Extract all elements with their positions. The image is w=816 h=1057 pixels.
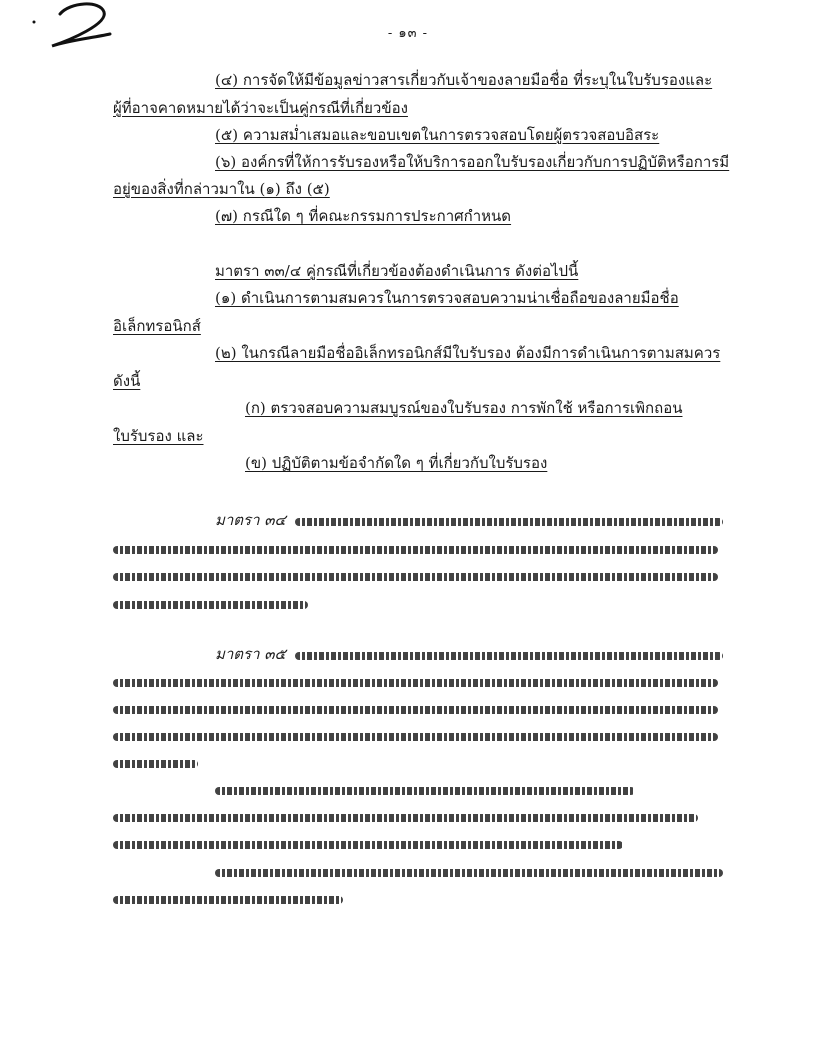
illegible-text-line	[113, 733, 718, 741]
clause-6-line-1: (๖) องค์กรที่ให้การรับรองหรือให้บริการออกใบรับรองเกี่ยวกับการปฏิบัติหรือการมี	[215, 153, 730, 171]
illegible-text-line	[215, 787, 635, 795]
section-33-4-item-2-line-1: (๒) ในกรณีลายมือชื่ออิเล็กทรอนิกส์มีใบรับรอง ต้องมีการดำเนินการตามสมควร	[215, 344, 721, 362]
section-33-4-heading: มาตรา ๓๓/๔ คู่กรณีที่เกี่ยวข้องต้องดำเนินการ ดังต่อไปนี้	[215, 262, 579, 280]
illegible-text-line	[113, 679, 718, 687]
illegible-text-line	[295, 518, 723, 526]
illegible-text-line	[215, 869, 723, 877]
sub-item-kho: (ข) ปฏิบัติตามข้อจำกัดใด ๆ ที่เกี่ยวกับใบรับรอง	[245, 454, 548, 472]
illegible-text-line	[113, 896, 343, 904]
section-34-heading: มาตรา ๓๔	[215, 511, 286, 529]
illegible-text-line	[113, 760, 198, 768]
handwritten-number-2	[30, 0, 115, 50]
clause-5: (๕) ความสม่ำเสมอและขอบเขตในการตรวจสอบโดยผู้ตรวจสอบอิสระ	[215, 126, 660, 144]
sub-item-ko-line-1: (ก) ตรวจสอบความสมบูรณ์ของใบรับรอง การพักใช้ หรือการเพิกถอน	[245, 399, 683, 417]
section-33-4-item-2-line-2: ดังนี้	[113, 372, 141, 390]
illegible-text-line	[113, 706, 718, 714]
illegible-text-line	[113, 546, 718, 554]
clause-4-line-2: ผู้ที่อาจคาดหมายได้ว่าจะเป็นคู่กรณีที่เกี่ยวข้อง	[113, 99, 408, 117]
illegible-text-line	[113, 814, 698, 822]
clause-7: (๗) กรณีใด ๆ ที่คณะกรรมการประกาศกำหนด	[215, 207, 512, 225]
section-33-4-item-1-line-1: (๑) ดำเนินการตามสมควรในการตรวจสอบความน่าเชื่อถือของลายมือชื่อ	[215, 289, 679, 307]
clause-6-line-2: อยู่ของสิ่งที่กล่าวมาใน (๑) ถึง (๕)	[113, 180, 330, 198]
page-number: - ๑๓ -	[387, 26, 429, 41]
illegible-text-line	[113, 601, 308, 609]
section-35-heading: มาตรา ๓๕	[215, 645, 286, 663]
illegible-text-line	[113, 841, 623, 849]
sub-item-ko-line-2: ใบรับรอง และ	[113, 427, 204, 445]
illegible-text-line	[113, 573, 718, 581]
illegible-text-line	[295, 652, 723, 660]
section-33-4-item-1-line-2: อิเล็กทรอนิกส์	[113, 317, 201, 335]
clause-4-line-1: (๔) การจัดให้มีข้อมูลข่าวสารเกี่ยวกับเจ้าของลายมือชื่อ ที่ระบุในใบรับรองและ	[215, 71, 713, 89]
